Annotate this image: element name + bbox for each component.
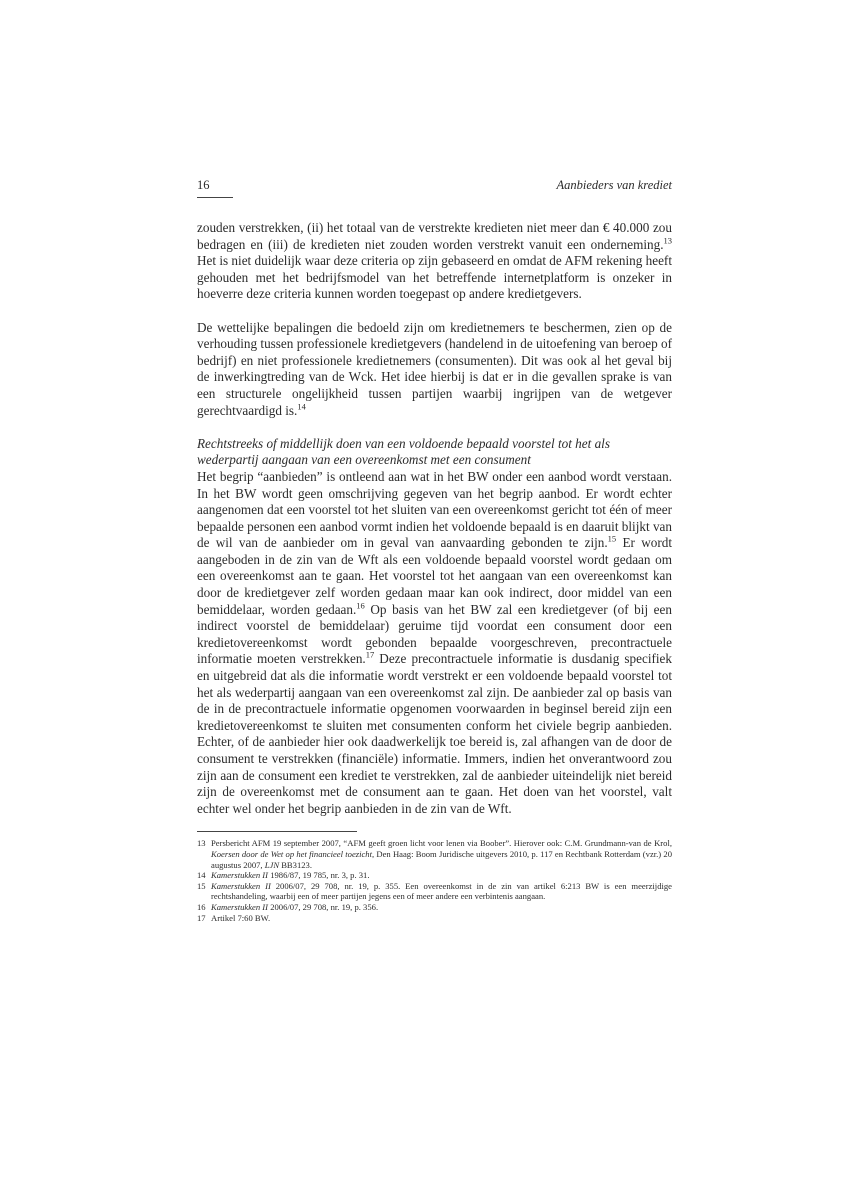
- footnote-ref-17[interactable]: 17: [365, 650, 375, 661]
- section-heading: Rechtstreeks of middellijk doen van een voldoende bepaald voorstel tot het als wederpartij aangaan van een overeenkomst met een consument: [197, 435, 610, 468]
- running-title: Aanbieders van krediet: [556, 178, 672, 192]
- page-number-rule: [197, 197, 233, 198]
- document-page: [197, 178, 672, 923]
- footnote-15: 15 Kamerstukken II 2006/07, 29 708, nr. 19, p. 355. Een overeenkomst in de zin van artikel 6:213 BW is een meerzijdige rechtshandeling, waarbij een of meer partijen jegens een of meer andere een verbintenis aangaan.: [197, 880, 672, 902]
- footnote-ref-13[interactable]: 13: [663, 235, 672, 246]
- footnote-ref-16[interactable]: 16: [356, 600, 365, 611]
- paragraph-2: De wettelijke bepalingen die bedoeld zijn om kredietnemers te beschermen, zien op de verhouding tussen professionele kredietgevers (handelend in de uitoefening van beroep of bedrijf) en niet professionele kredietnemers (consumenten). Dit was ook al het geval bij de inwerkingtreding van de Wck. Het idee hierbij is dat er in die gevallen sprake is van een structurele ongelijkheid tussen partijen waarbij ingrijpen van de wetgever gerechtvaardigd is.$^{14}$: [197, 319, 672, 418]
- footnote-17: 17 Artikel 7:60 BW.: [197, 912, 271, 923]
- footnote-ref-15[interactable]: 15: [607, 533, 617, 544]
- footnotes: [197, 838, 672, 923]
- footnote-16: 16 Kamerstukken II 2006/07, 29 708, nr. 19, p. 356.: [197, 901, 379, 912]
- footnote-13: 13 Persbericht AFM 19 september 2007, “AFM geeft groen licht voor lenen via Boober”. Hierover ook: C.M. Grundmann-van de Krol, Koersen door de Wet op het financieel toezicht, Den Haag: Boom Juridische uitgevers 2010, p. 117 en Rechtbank Rotterdam (vzr.) 20 augustus 2007, LJN BB3123.: [197, 838, 672, 870]
- body-text: [197, 220, 672, 817]
- paragraph-1: zouden verstrekken, (ii) het totaal van de verstrekte kredieten niet meer dan € 40.000 zou bedragen en (iii) de kredieten niet zouden worden verstrekt vanuit een onderneming.$^{13}$ Het is niet duidelijk waar deze criteria op zijn gebaseerd en omdat de AFM rekening heeft gehouden met het bedrijfsmodel van het betreffende internetplatform is onzeker in hoeverre deze criteria kunnen worden toegepast op andere kredietgevers.: [197, 220, 672, 302]
- footnote-ref-14[interactable]: 14: [297, 401, 306, 412]
- footnote-14: 14 Kamerstukken II 1986/87, 19 785, nr. 3, p. 31.: [197, 870, 370, 881]
- running-header: [197, 178, 672, 202]
- page-number: 16: [197, 178, 210, 192]
- footnote-divider: [197, 831, 357, 832]
- paragraph-3: Het begrip “aanbieden” is ontleend aan wat in het BW onder een aanbod wordt verstaan. In het BW wordt geen omschrijving gegeven van het begrip aanbod. Er wordt echter aangenomen dat een voorstel tot het sluiten van een overeenkomst gericht tot één of meer bepaalde personen een aanbod vormt indien het voldoende bepaald is en daaruit blijkt van de wil van de aanbieder om in geval van aanvaarding gebonden te zijn.$^{15}$ Er wordt aangeboden in de zin van de Wft als een voldoende bepaald voorstel wordt gedaan om een overeenkomst aan te gaan. Het voorstel tot het aangaan van een overeenkomst kan door de kredietgever zelf worden gedaan maar kan ook indirect, door middel van een bemiddelaar, worden gedaan.$^{16}$ Op basis van het BW zal een kredietgever (of bij een indirect voorstel de bemiddelaar) geruime tijd voordat een consument door een kredietovereenkomst wordt gebonden bepaalde voorgeschreven, precontractuele informatie moeten verstrekken.$^{17}$ Deze precontractuele informatie is dusdanig specifiek en uitgebreid dat als die informatie wordt verstrekt er een voldoende bepaald voorstel tot het als wederpartij aangaan van een overeenkomst zal zijn. De aanbieder zal op basis van de in de precontractuele informatie opgenomen voorwaarden in beginsel bereid zijn een kredietovereenkomst te sluiten met consumenten conform het civiele begrip aanbieden. Echter, of de aanbieder hier ook daadwerkelijk toe bereid is, zal afhangen van de door de consument te verstrekken (financiële) informatie. Immers, indien het onverantwoord zou zijn aan de consument een krediet te verstrekken, zal de aanbieder uiteindelijk niet bereid zijn de overeenkomst met de consument aan te gaan. Het doen van het voorstel, valt echter wel onder het begrip aanbieden in de zin van de Wft.: [197, 468, 672, 816]
